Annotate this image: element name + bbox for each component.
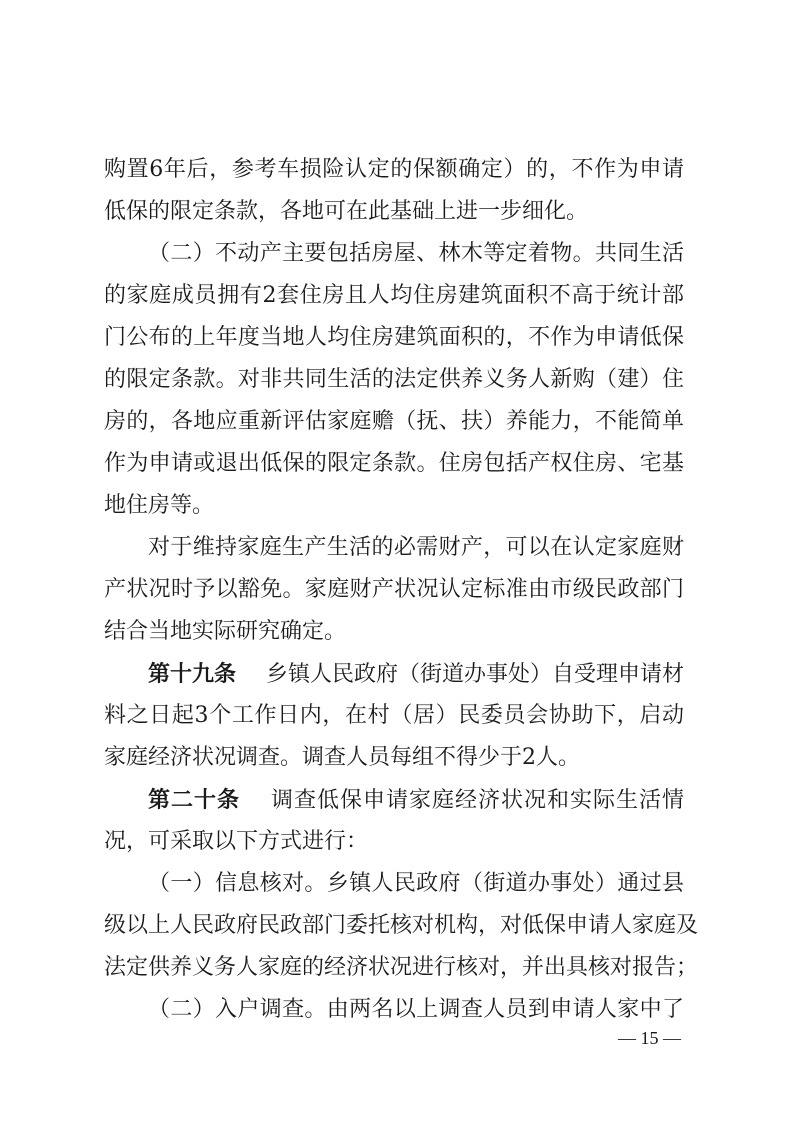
article-19-text: 乡镇人民政府（街道办事处）自受理申请材 [266, 662, 685, 687]
body-line: 家庭经济状况调查。调查人员每组不得少于2人。 [104, 745, 580, 770]
page-number: — 15 — [618, 1028, 681, 1048]
body-line: 房的，各地应重新评估家庭赡（抚、扶）养能力，不能简单 [104, 409, 684, 434]
body-line: （一）信息核对。乡镇人民政府（街道办事处）通过县 [148, 871, 684, 896]
body-line: 结合当地实际研究确定。 [104, 619, 347, 644]
article-19-line [148, 658, 684, 690]
article-20-text: 调查低保申请家庭经济状况和实际生活情 [270, 788, 684, 813]
body-line: 门公布的上年度当地人均住房建筑面积的，不作为申请低保 [104, 325, 684, 350]
body-line: （二）入户调查。由两名以上调查人员到申请人家中了 [148, 997, 684, 1022]
article-19-heading: 第十九条 [148, 661, 237, 687]
body-line: 购置6年后，参考车损险认定的保额确定）的，不作为申请 [104, 157, 684, 182]
body-line: （二）不动产主要包括房屋、林木等定着物。共同生活 [148, 241, 684, 266]
article-20-heading: 第二十条 [148, 787, 240, 813]
body-line: 料之日起3个工作日内，在村（居）民委员会协助下，启动 [104, 703, 684, 728]
body-line: 地住房等。 [104, 493, 215, 518]
body-line: 况，可采取以下方式进行： [104, 829, 369, 854]
body-line: 产状况时予以豁免。家庭财产状况认定标准由市级民政部门 [104, 577, 684, 602]
body-line: 的限定条款。对非共同生活的法定供养义务人新购（建）住 [104, 367, 684, 392]
body-line: 的家庭成员拥有2套住房且人均住房建筑面积不高于统计部 [104, 283, 684, 308]
body-line: 级以上人民政府民政部门委托核对机构，对低保申请人家庭及 [104, 913, 699, 938]
body-line: 低保的限定条款，各地可在此基础上进一步细化。 [104, 199, 589, 224]
article-20-line [148, 784, 684, 816]
body-line: 对于维持家庭生产生活的必需财产，可以在认定家庭财 [148, 535, 684, 560]
body-line: 法定供养义务人家庭的经济状况进行核对，并出具核对报告； [104, 955, 699, 980]
body-line: 作为申请或退出低保的限定条款。住房包括产权住房、宅基 [104, 451, 684, 476]
